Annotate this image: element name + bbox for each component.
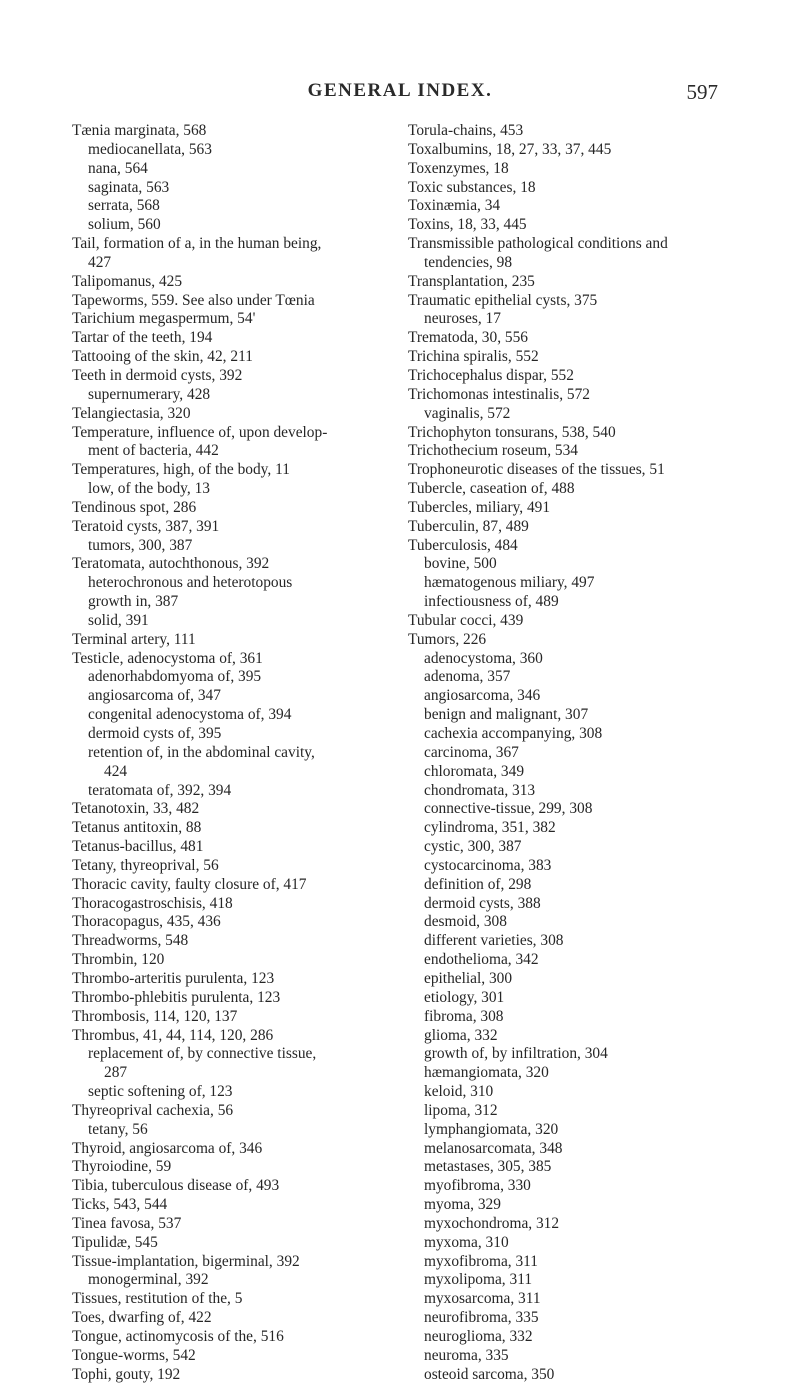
index-subentry: melanosarcomata, 348 (424, 1139, 563, 1157)
index-entry: Terminal artery, 111 (72, 630, 196, 648)
index-subentry: cylindroma, 351, 382 (424, 819, 556, 837)
index-entry: Thoracopagus, 435, 436 (72, 913, 221, 931)
index-entry: Trichophyton tonsurans, 538, 540 (408, 423, 616, 441)
index-entry: Toxinæmia, 34 (408, 197, 501, 215)
index-subentry: monogerminal, 392 (88, 1271, 209, 1289)
index-entry: Trichomonas intestinalis, 572 (408, 385, 590, 403)
index-subentry: etiology, 301 (424, 988, 505, 1006)
index-subentry: myxochondroma, 312 (424, 1214, 560, 1232)
index-entry: Tartar of the teeth, 194 (72, 329, 213, 347)
index-entry: Thrombo-arteritis purulenta, 123 (72, 969, 275, 987)
index-subentry: myxosarcoma, 311 (424, 1290, 541, 1308)
index-entry: Tuberculin, 87, 489 (408, 517, 529, 535)
index-entry: Toxalbumins, 18, 27, 33, 37, 445 (408, 140, 612, 158)
index-entry: Tumors, 226 (408, 630, 487, 648)
index-subentry: heterochronous and heterotopous (88, 574, 293, 592)
index-entry: Tuberculosis, 484 (408, 536, 518, 554)
index-subentry: adenocystoma, 360 (424, 649, 543, 667)
index-subentry: myxofibroma, 311 (424, 1252, 538, 1270)
index-entry: Trichocephalus dispar, 552 (408, 366, 574, 384)
index-entry: Thrombosis, 114, 120, 137 (72, 1007, 238, 1025)
index-entry: Torula-chains, 453 (408, 122, 524, 139)
index-subentry: solid, 391 (88, 611, 149, 629)
page-header (0, 80, 800, 108)
index-subentry: angiosarcoma, 346 (424, 687, 541, 705)
index-subentry: teratomata of, 392, 394 (88, 781, 232, 799)
index-entry: Tail, formation of a, in the human being, (72, 235, 322, 253)
index-entry: Tapeworms, 559. See also under Tœnia (72, 291, 315, 309)
index-entry: Thyroid, angiosarcoma of, 346 (72, 1139, 263, 1157)
index-entry: Tetanotoxin, 33, 482 (72, 800, 200, 818)
index-entry: Trichina spiralis, 552 (408, 348, 539, 366)
index-subentry: osteoid sarcoma, 350 (424, 1365, 555, 1383)
index-entry: Traumatic epithelial cysts, 375 (408, 291, 598, 309)
index-entry: Thyreoprival cachexia, 56 (72, 1101, 234, 1119)
index-subentry: lipoma, 312 (424, 1101, 498, 1119)
index-subentry: connective-tissue, 299, 308 (424, 800, 593, 818)
page-number: 597 (686, 80, 718, 104)
index-entry: Tænia marginata, 568 (72, 122, 207, 139)
index-subentry: saginata, 563 (88, 178, 170, 196)
index-entry: Toxic substances, 18 (408, 178, 536, 196)
index-subentry: tendencies, 98 (424, 253, 513, 271)
index-subentry: low, of the body, 13 (88, 480, 210, 498)
index-column-right (408, 122, 768, 1385)
index-subentry: definition of, 298 (424, 875, 532, 893)
index-subentry: cystocarcinoma, 383 (424, 856, 552, 874)
index-subentry: keloid, 310 (424, 1083, 494, 1101)
index-subentry: hæmangiomata, 320 (424, 1064, 549, 1082)
index-subentry: desmoid, 308 (424, 913, 507, 931)
index-column-left (72, 122, 407, 1385)
index-entry: Tissue-implantation, bigerminal, 392 (72, 1252, 300, 1270)
index-subentry: congenital adenocystoma of, 394 (88, 706, 292, 724)
index-entry: Tibia, tuberculous disease of, 493 (72, 1177, 280, 1195)
index-entry: Tubercle, caseation of, 488 (408, 480, 575, 498)
running-title: GENERAL INDEX. (307, 80, 493, 101)
index-entry: Trichothecium roseum, 534 (408, 442, 578, 460)
index-subentry: serrata, 568 (88, 197, 160, 215)
index-entry: Thrombin, 120 (72, 951, 165, 969)
index-subentry: 427 (88, 253, 112, 271)
index-subentry: benign and malignant, 307 (424, 706, 589, 724)
index-subentry: ment of bacteria, 442 (88, 442, 219, 460)
index-subentry: myxoma, 310 (424, 1233, 509, 1251)
index-entry: Teratoid cysts, 387, 391 (72, 517, 220, 535)
index-entry: Thrombo-phlebitis purulenta, 123 (72, 988, 281, 1006)
index-entry: Trematoda, 30, 556 (408, 329, 528, 347)
index-subentry: supernumerary, 428 (88, 385, 211, 403)
index-subentry: adenoma, 357 (424, 668, 511, 686)
index-subentry: cachexia accompanying, 308 (424, 725, 603, 742)
index-entry: Testicle, adenocystoma of, 361 (72, 649, 263, 667)
index-subentry: epithelial, 300 (424, 969, 513, 987)
index-subentry: lymphangiomata, 320 (424, 1120, 559, 1138)
index-subentry: tumors, 300, 387 (88, 536, 193, 554)
index-subentry: 424 (104, 762, 128, 780)
index-subentry: 287 (104, 1064, 128, 1082)
index-entry: Tubercles, miliary, 491 (408, 498, 551, 516)
index-subentry: neuroglioma, 332 (424, 1328, 533, 1345)
index-entry: Trophoneurotic diseases of the tissues, 51 (408, 461, 665, 479)
index-entry: Tarichium megaspermum, 54' (72, 310, 256, 328)
index-subentry: chondromata, 313 (424, 781, 536, 799)
index-subentry: adenorhabdomyoma of, 395 (88, 668, 262, 686)
index-subentry: carcinoma, 367 (424, 743, 519, 761)
index-subentry: mediocanellata, 563 (88, 140, 212, 158)
index-subentry: neuroses, 17 (424, 310, 501, 328)
index-subentry: tetany, 56 (88, 1120, 148, 1138)
index-subentry: nana, 564 (88, 159, 148, 177)
index-subentry: retention of, in the abdominal cavity, (88, 743, 315, 761)
index-entry: Tissues, restitution of the, 5 (72, 1290, 243, 1308)
index-subentry: different varieties, 308 (424, 932, 564, 950)
index-subentry: glioma, 332 (424, 1026, 498, 1044)
index-entry: Tetany, thyreoprival, 56 (72, 856, 219, 874)
index-entry: Ticks, 543, 544 (72, 1196, 168, 1214)
index-subentry: dermoid cysts, 388 (424, 894, 541, 912)
index-subentry: solium, 560 (88, 216, 161, 234)
index-subentry: dermoid cysts of, 395 (88, 725, 222, 742)
index-entry: Toes, dwarfing of, 422 (72, 1309, 212, 1327)
index-entry: Temperatures, high, of the body, 11 (72, 461, 290, 479)
index-entry: Tendinous spot, 286 (72, 498, 197, 516)
index-entry: Thyroiodine, 59 (72, 1158, 172, 1176)
index-subentry: metastases, 305, 385 (424, 1158, 552, 1176)
index-entry: Tipulidæ, 545 (72, 1233, 158, 1251)
index-subentry: infectiousness of, 489 (424, 593, 559, 611)
index-entry: Tinea favosa, 537 (72, 1214, 182, 1232)
index-entry: Transplantation, 235 (408, 272, 535, 290)
index-entry: Teeth in dermoid cysts, 392 (72, 366, 243, 384)
index-entry: Tetanus antitoxin, 88 (72, 819, 202, 837)
index-subentry: hæmatogenous miliary, 497 (424, 574, 595, 592)
index-entry: Thoracogastroschisis, 418 (72, 894, 233, 912)
index-subentry: chloromata, 349 (424, 762, 525, 780)
index-entry: Tetanus-bacillus, 481 (72, 838, 204, 856)
index-subentry: neurofibroma, 335 (424, 1309, 539, 1327)
index-entry: Telangiectasia, 320 (72, 404, 191, 422)
index-subentry: fibroma, 308 (424, 1007, 504, 1025)
index-subentry: bovine, 500 (424, 555, 497, 573)
index-subentry: septic softening of, 123 (88, 1083, 233, 1101)
index-subentry: growth in, 387 (88, 593, 179, 611)
index-subentry: myxolipoma, 311 (424, 1271, 533, 1289)
index-subentry: myofibroma, 330 (424, 1177, 531, 1195)
index-entry: Toxins, 18, 33, 445 (408, 216, 527, 234)
index-entry: Toxenzymes, 18 (408, 159, 509, 177)
index-entry: Threadworms, 548 (72, 932, 189, 950)
index-entry: Tongue, actinomycosis of the, 516 (72, 1328, 284, 1345)
index-subentry: vaginalis, 572 (424, 404, 511, 422)
index-entry: Thoracic cavity, faulty closure of, 417 (72, 875, 307, 893)
index-entry: Teratomata, autochthonous, 392 (72, 555, 270, 573)
index-entry: Tubular cocci, 439 (408, 611, 524, 629)
index-subentry: angiosarcoma of, 347 (88, 687, 221, 705)
index-entry: Thrombus, 41, 44, 114, 120, 286 (72, 1026, 274, 1044)
index-entry: Talipomanus, 425 (72, 272, 183, 290)
index-entry: Tongue-worms, 542 (72, 1346, 196, 1364)
index-entry: Tophi, gouty, 192 (72, 1365, 181, 1383)
index-subentry: myoma, 329 (424, 1196, 501, 1214)
index-subentry: replacement of, by connective tissue, (88, 1045, 317, 1063)
index-subentry: endothelioma, 342 (424, 951, 539, 969)
index-subentry: cystic, 300, 387 (424, 838, 522, 856)
index-subentry: growth of, by infiltration, 304 (424, 1045, 608, 1063)
index-entry: Tattooing of the skin, 42, 211 (72, 348, 253, 366)
index-entry: Transmissible pathological conditions and (408, 235, 668, 253)
index-entry: Temperature, influence of, upon develop- (72, 423, 328, 441)
index-subentry: neuroma, 335 (424, 1346, 509, 1364)
